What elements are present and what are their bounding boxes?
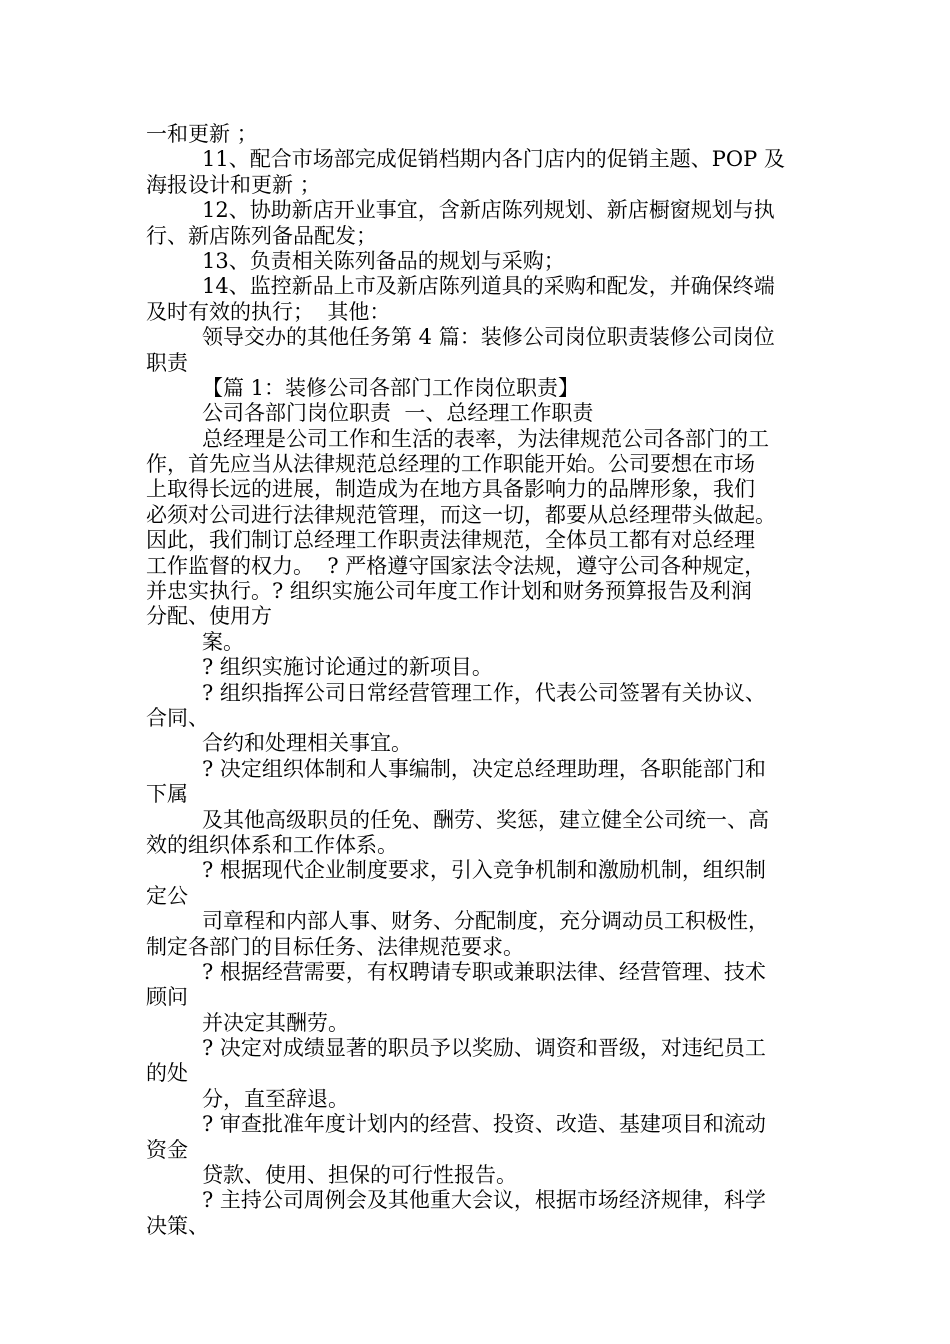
text-line: 因此，我们制订总经理工作职责法律规范，全体员工都有对总经理 — [146, 528, 755, 553]
text-line: 决策、 — [146, 1213, 209, 1238]
text-line: 必须对公司进行法律规范管理，而这一切，都要从总经理带头做起。 — [146, 502, 776, 527]
text-line: 海报设计和更新 ； — [146, 172, 321, 197]
text-line: 领导交办的其他任务第 4 篇：装修公司岗位职责装修公司岗位 — [202, 325, 775, 350]
text-line: 14、监控新品上市及新店陈列道具的采购和配发，并确保终端 — [202, 274, 775, 299]
text-line: ? 主持公司周例会及其他重大会议，根据市场经济规律，科学 — [202, 1188, 766, 1213]
text-line: 并忠实执行。? 组织实施公司年度工作计划和财务预算报告及利润 — [146, 579, 752, 604]
text-line: 贷款、使用、担保的可行性报告。 — [202, 1163, 517, 1188]
document-body — [146, 122, 816, 1239]
text-line: 工作监督的权力。 ? 严格遵守国家法令法规，遵守公司各种规定， — [146, 553, 766, 578]
text-line: 下属 — [146, 782, 188, 807]
text-line: ? 根据现代企业制度要求，引入竞争机制和激励机制，组织制 — [202, 858, 766, 883]
text-line: ? 组织实施讨论通过的新项目。 — [202, 655, 493, 680]
text-line: 合约和处理相关事宜。 — [202, 731, 412, 756]
text-line: 的处 — [146, 1061, 188, 1086]
text-line: 行、新店陈列备品配发； — [146, 223, 377, 248]
text-line: 制定各部门的目标任务、法律规范要求。 — [146, 934, 524, 959]
text-line: 案。 — [202, 629, 244, 654]
text-line: 公司各部门岗位职责 一、总经理工作职责 — [202, 401, 594, 426]
text-line: 11、配合市场部完成促销档期内各门店内的促销主题、POP 及 — [202, 147, 785, 172]
text-line: ? 审查批准年度计划内的经营、投资、改造、基建项目和流动 — [202, 1112, 766, 1137]
text-line: 12、协助新店开业事宜，含新店陈列规划、新店橱窗规划与执 — [202, 198, 775, 223]
text-line: 合同、 — [146, 705, 209, 730]
text-line: 及时有效的执行； 其他： — [146, 299, 391, 324]
text-line: 定公 — [146, 883, 188, 908]
text-line: 上取得长远的进展，制造成为在地方具备影响力的品牌形象，我们 — [146, 477, 755, 502]
text-line: 资金 — [146, 1137, 188, 1162]
text-line: 【篇 1：装修公司各部门工作岗位职责】 — [202, 375, 580, 400]
text-line: 作，首先应当从法律规范总经理的工作职能开始。公司要想在市场 — [146, 452, 755, 477]
text-line: ? 决定组织体制和人事编制，决定总经理助理，各职能部门和 — [202, 756, 766, 781]
text-line: 并决定其酬劳。 — [202, 1010, 349, 1035]
text-line: 效的组织体系和工作体系。 — [146, 832, 398, 857]
text-line: 总经理是公司工作和生活的表率，为法律规范公司各部门的工 — [202, 426, 769, 451]
text-line: 职责 — [146, 350, 188, 375]
text-line: 司章程和内部人事、财务、分配制度，充分调动员工积极性， — [202, 909, 769, 934]
text-line: ? 决定对成绩显著的职员予以奖励、调资和晋级，对违纪员工 — [202, 1036, 766, 1061]
text-line: 13、负责相关陈列备品的规划与采购； — [202, 248, 565, 273]
text-line: ? 根据经营需要，有权聘请专职或兼职法律、经营管理、技术 — [202, 959, 766, 984]
text-line: 顾问 — [146, 985, 188, 1010]
text-line: ? 组织指挥公司日常经营管理工作，代表公司签署有关协议、 — [202, 680, 766, 705]
text-line: 及其他高级职员的任免、酬劳、奖惩，建立健全公司统一、高 — [202, 807, 769, 832]
text-line: 一和更新 ； — [146, 122, 258, 146]
text-line: 分，直至辞退。 — [202, 1086, 349, 1111]
text-line: 分配、使用方 — [146, 604, 272, 629]
